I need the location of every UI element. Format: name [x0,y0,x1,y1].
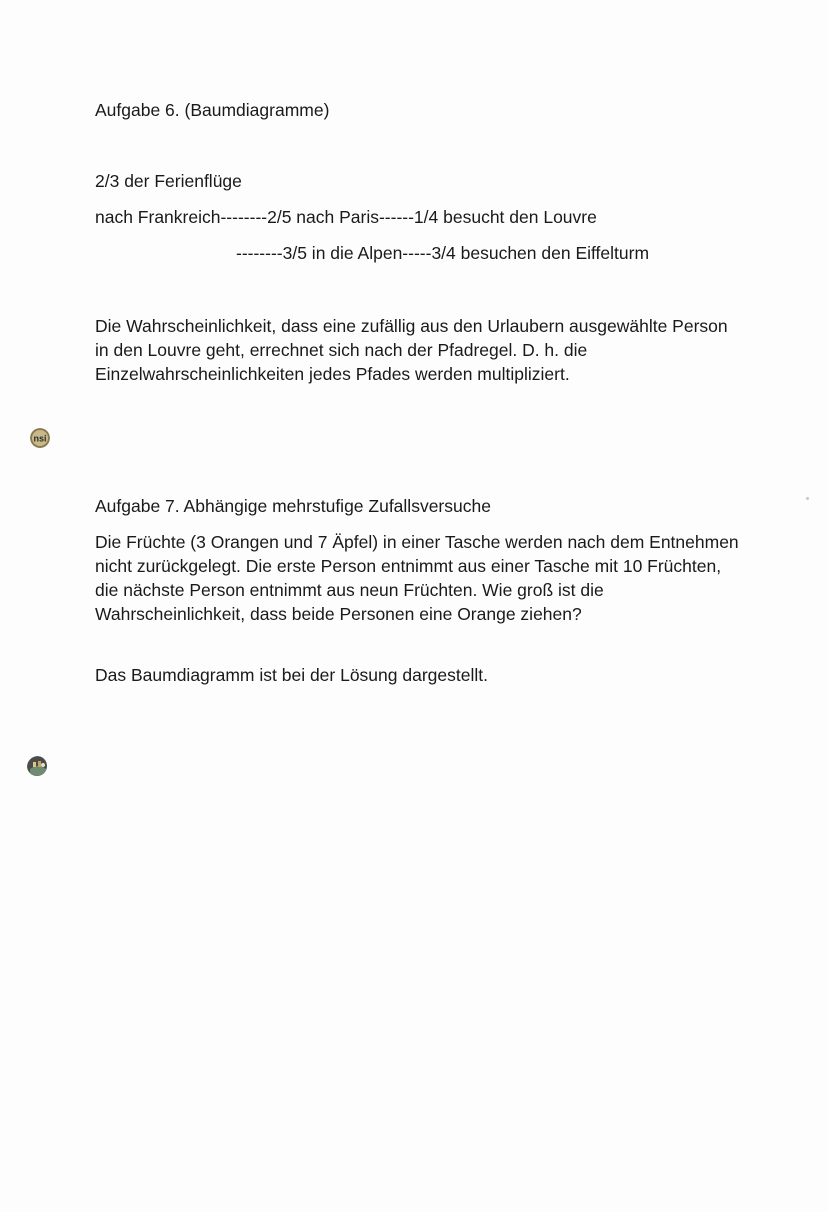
task6-tree-line-3: --------3/5 in die Alpen-----3/4 besuchen den Eiffelturm [236,243,650,263]
task6-heading: Aufgabe 6. (Baumdiagramme) [95,100,330,120]
cartoon-sticker-icon [27,756,47,776]
task6-tree-line-1: 2/3 der Ferienflüge [95,171,242,191]
task7-note: Das Baumdiagramm ist bei der Lösung dargestellt. [95,665,488,685]
task7-problem: Die Früchte (3 Orangen und 7 Äpfel) in einer Tasche werden nach dem Entnehmen nicht zurückgelegt. Die erste Person entnimmt aus einer Tasche mit 10 Früchten, die nächste Person entnimmt aus neun Früchten. Wie groß ist die Wahrscheinlichkeit, dass beide Personen eine Orange ziehen? [95,532,739,624]
nsi-sticker-icon [30,428,50,448]
scan-speck [806,497,809,500]
task6-tree-line-2: nach Frankreich--------2/5 nach Paris------1/4 besucht den Louvre [95,207,597,227]
svg-text:nsi: nsi [33,433,47,444]
task7-heading: Aufgabe 7. Abhängige mehrstufige Zufallsversuche [95,496,491,516]
task6-explanation: Die Wahrscheinlichkeit, dass eine zufällig aus den Urlaubern ausgewählte Person in den Louvre geht, errechnet sich nach der Pfadregel. D. h. die Einzelwahrscheinlichkeiten jedes Pfades werden multipliziert. [95,316,728,384]
